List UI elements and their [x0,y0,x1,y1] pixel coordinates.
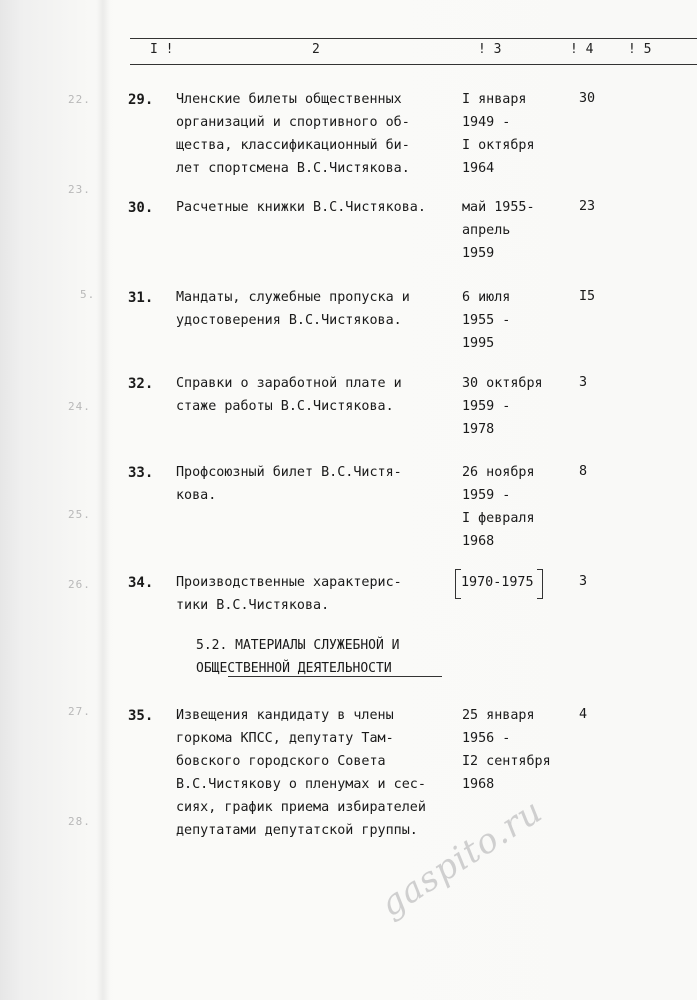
bleed-number: 5. [80,288,96,301]
date-bracket-right [537,569,543,599]
section-heading: 5.2. МАТЕРИАЛЫ СЛУЖЕБНОЙ И ОБЩЕСТВЕННОЙ ДЕЯТЕЛЬНОСТИ [196,638,400,676]
bleed-number: 27. [68,705,91,718]
header-col-1: I ! [150,42,174,57]
row-dates: 30 октября 1959 - 1978 [462,376,543,437]
row-dates: 25 января 1956 - I2 сентября 1968 [462,708,551,792]
header-bottom-rule [130,64,697,65]
row-count: 30 [579,91,596,106]
bleed-number: 28. [68,815,91,828]
row-number: 34. [128,575,154,591]
row-dates: 1970-1975 [461,575,534,590]
row-number: 35. [128,708,154,724]
site-watermark: gaspito.ru [373,790,550,925]
row-dates: I января 1949 - I октября 1964 [462,92,535,176]
row-title: Мандаты, служебные пропуска и удостоверения В.С.Чистякова. [176,290,410,328]
row-title: Извещения кандидату в члены горкома КПСС, депутату Там- бовского городского Совета В.С.Чистякову о пленумах и сес- сиях, график приема избирателей депутатами депутатской группы. [176,708,426,838]
row-number: 29. [128,92,154,108]
row-number: 30. [128,200,154,216]
header-col-2: 2 [312,42,320,57]
row-number: 33. [128,465,154,481]
bleed-number: 25. [68,508,91,521]
row-count: 3 [579,375,588,390]
row-title: Членские билеты общественных организаций и спортивного об- щества, классификационный би- лет спортсмена В.С.Чистякова. [176,92,410,176]
row-title: Справки о заработной плате и стаже работы В.С.Чистякова. [176,376,402,414]
header-col-3: ! 3 [478,42,502,57]
bleed-number: 24. [68,400,91,413]
page-fold [96,0,110,1000]
row-title: Профсоюзный билет В.С.Чистя- кова. [176,465,402,503]
row-title: Расчетные книжки В.С.Чистякова. [176,200,426,215]
row-count: 23 [579,199,596,214]
header-col-4: ! 4 [570,42,594,57]
row-number: 31. [128,290,154,306]
row-count: 4 [579,707,588,722]
header-col-5: ! 5 [628,42,652,57]
bleed-number: 23. [68,183,91,196]
row-dates: 26 ноября 1959 - I февраля 1968 [462,465,535,549]
row-dates: май 1955- апрель 1959 [462,200,535,261]
header-top-rule [130,38,697,39]
bleed-number: 22. [68,93,91,106]
row-count: 8 [579,464,588,479]
row-number: 32. [128,376,154,392]
row-dates: 6 июля 1955 - 1995 [462,290,511,351]
row-count: 3 [579,574,588,589]
bleed-number: 26. [68,578,91,591]
row-count: I5 [579,289,596,304]
section-heading-underline [228,676,442,677]
row-title: Производственные характерис- тики В.С.Чистякова. [176,575,402,613]
